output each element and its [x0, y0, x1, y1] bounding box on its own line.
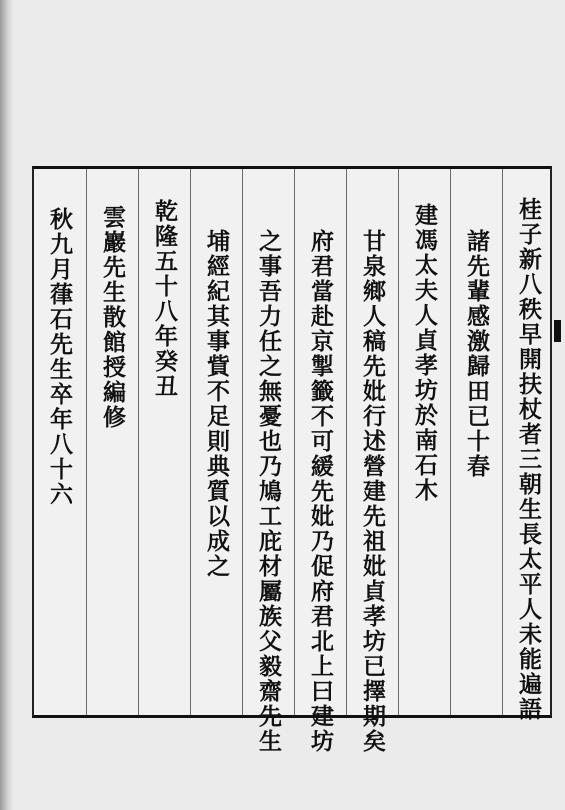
- text-frame: [32, 166, 552, 754]
- text-column-8: [138, 169, 189, 715]
- column-text: 府君當赴京掣籤不可緩先妣乃促府君北上曰建坊: [307, 229, 334, 754]
- text-column-7: [190, 169, 241, 715]
- column-text: 埔經紀其事貲不足則典質以成之: [203, 229, 230, 579]
- text-column-4: [346, 169, 397, 754]
- page-edge-mark: [554, 320, 561, 342]
- column-text: 乾隆五十八年癸丑: [151, 199, 178, 399]
- page-binding-edge: [0, 0, 14, 810]
- column-text: 之事吾力任之無憂也乃鳩工庇材屬族父毅齋先生: [255, 229, 282, 754]
- text-column-9: [86, 169, 137, 715]
- text-column-6: [242, 169, 293, 754]
- column-text: 桂子新八秩早開扶杖者三朝生長太平人未能遍語: [515, 197, 542, 722]
- text-column-10: [34, 169, 85, 715]
- column-text: 諸先輩感激歸田已十春: [463, 229, 490, 479]
- text-column-5: [294, 169, 345, 754]
- column-text: 秋九月葎石先生卒年八十六: [46, 207, 73, 507]
- column-text: 建馮太夫人貞孝坊於南石木: [411, 203, 438, 503]
- column-text: 甘泉鄉人稿先妣行述營建先祖妣貞孝坊已擇期矣: [359, 229, 386, 754]
- text-column-3: [398, 169, 449, 715]
- text-column-2: [450, 169, 501, 715]
- text-column-1: [502, 169, 553, 722]
- column-text: 雲巖先生散館授編修: [99, 205, 126, 430]
